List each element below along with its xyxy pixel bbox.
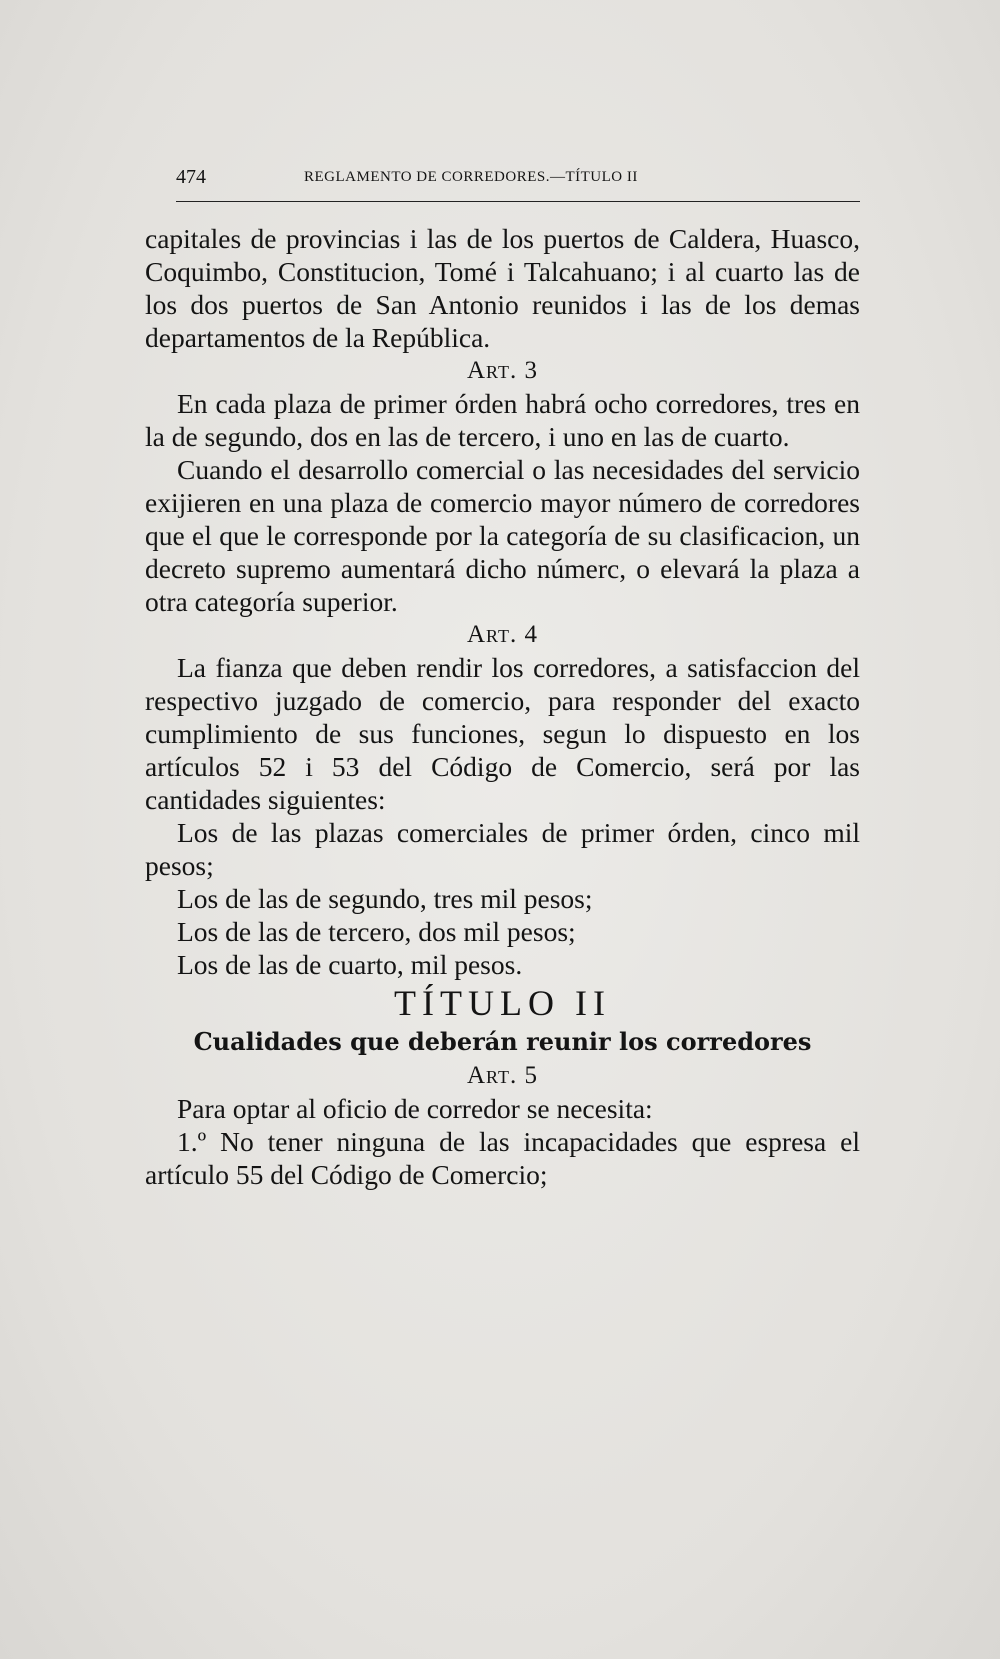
running-head: REGLAMENTO DE CORREDORES.—TÍTULO II [304, 169, 638, 185]
section-subtitle: Cualidades que deberán reunir los corredores [193, 1027, 812, 1056]
paragraph: En cada plaza de primer órden habrá ocho corredores, tres en la de segundo, dos en las de tercero, i uno en las de cuarto. [145, 388, 860, 452]
article-label: Art. [467, 621, 518, 648]
paragraph: 1.º No tener ninguna de las incapacidades que espresa el artículo 55 del Código de Comercio; [145, 1126, 860, 1190]
paragraph-continuation: capitales de provincias i las de los puertos de Caldera, Huasco, Coquimbo, Constitucion, Tomé i Talcahuano; i al cuarto las de los dos puertos de San Antonio reunidos i las de los demas departamentos de la República. [145, 223, 860, 353]
article-number: 5 [524, 1062, 538, 1089]
article-label: Art. [467, 357, 518, 384]
paragraph: La fianza que deben rendir los corredores, a satisfaccion del respectivo juzgado de comercio, para responder del exacto cumplimiento de sus funciones, segun lo dispuesto en los artículos 52 i 53 del Código de Comercio, será por las cantidades siguientes: [145, 652, 860, 815]
paragraph: Para optar al oficio de corredor se necesita: [177, 1093, 653, 1124]
article-number: 3 [524, 357, 538, 384]
article-heading-5 [145, 1059, 860, 1092]
body-text [145, 222, 860, 1191]
page-number: 474 [176, 166, 206, 188]
paragraph: Cuando el desarrollo comercial o las necesidades del servicio exijieren en una plaza de comercio mayor número de corredores que el que le corresponde por la categoría de su clasificacion, un decreto supremo aumentará dicho númerc, o elevará la plaza a otra categoría superior. [145, 454, 860, 617]
article-label: Art. [467, 1062, 518, 1089]
article-heading-4 [145, 618, 860, 651]
paragraph: Los de las de cuarto, mil pesos. [177, 949, 523, 980]
article-number: 4 [524, 621, 538, 648]
paragraph: Los de las de tercero, dos mil pesos; [177, 916, 576, 947]
paragraph: Los de las de segundo, tres mil pesos; [177, 883, 593, 914]
header-rule [176, 201, 860, 202]
paragraph: Los de las plazas comerciales de primer órden, cinco mil pesos; [145, 817, 860, 881]
article-heading-3 [145, 354, 860, 387]
section-title: TÍTULO II [394, 983, 611, 1023]
page-header [176, 166, 860, 198]
